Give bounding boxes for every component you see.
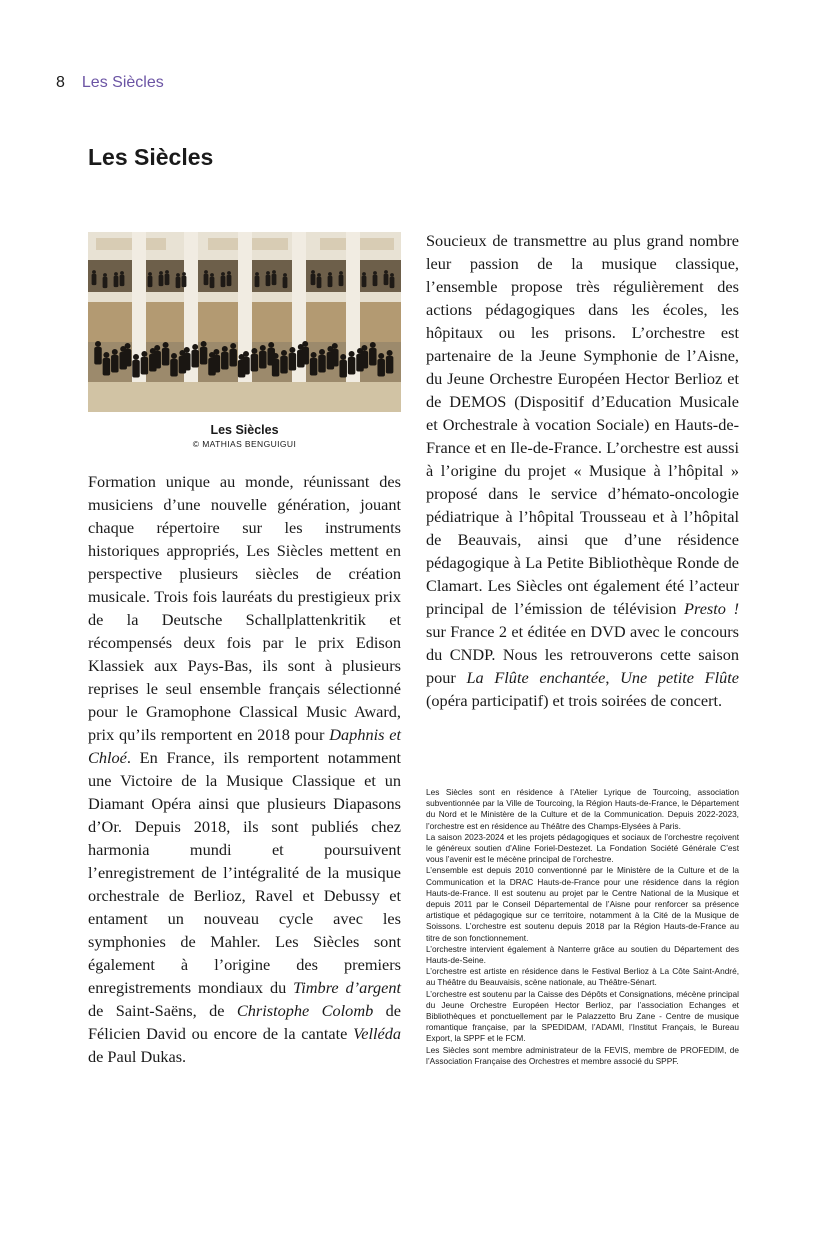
orchestra-photo <box>88 232 401 412</box>
show-title: Presto ! <box>684 599 739 618</box>
photo-caption <box>88 422 401 451</box>
text-run: sur France 2 et éditée en DVD avec le concours du CNDP. Nous les retrouverons cette saison pour <box>426 622 739 687</box>
support-notes <box>426 787 739 1067</box>
work-title: Daphnis et Chloé <box>88 725 402 767</box>
page-number: 8 <box>56 74 65 91</box>
text-run: de Félicien David ou encore de la cantate <box>88 1001 402 1043</box>
work-title: La Flûte enchantée <box>466 668 606 687</box>
text-run: (opéra participatif) et trois soirées de concert. <box>426 691 723 710</box>
left-paragraph <box>88 470 401 1068</box>
caption-credit: © MATHIAS BENGUIGUI <box>192 439 297 449</box>
note: La saison 2023-2024 et les projets pédagogiques et sociaux de l’orchestre reçoivent le généreux soutien d’Aline Foriel-Destezet. La Fondation Société Générale C’est vous l’avenir est le mécène principal de l’orchestre. <box>426 831 739 865</box>
note: Les Siècles sont membre administrateur de la FEVIS, membre de PROFEDIM, de l’Association Française des Orchestres et membre associé du SPPF. <box>426 1044 739 1066</box>
work-title: Velléda <box>353 1024 401 1043</box>
work-title: Timbre d’argent <box>293 978 402 997</box>
note: L’orchestre est soutenu par la Caisse des Dépôts et Consignations, mécène principal du Jeune Orchestre Européen Hector Berlioz, par l’association Echanges et Bibliothèques et ponctuellement par le Palazzetto Bru Zane - Centre de musique romantique française, par la SPEDIDAM, l’ADAMI, l’Institut Français, le Bureau Export, la SPPF et le FCM. <box>426 988 739 1044</box>
note: L’ensemble est depuis 2010 conventionné par le Ministère de la Culture et de la Communication et la DRAC Hauts-de-France pour une résidence dans la région Hauts-de-France. Il est soutenu au projet par le Centre National de la Musique et depuis 2011 par le Conseil Départemental de l’Aisne pour renforcer sa présence artistique et pédagogique sur ce territoire, notamment à la Cité de la Musique de Soissons. L’orchestre est soutenu depuis 2018 par la Région Hauts-de-France au titre de son fonctionnement. <box>426 865 739 943</box>
note: L’orchestre intervient également à Nanterre grâce au soutien du Département des Hauts-de-Seine. <box>426 943 739 966</box>
running-title: Les Siècles <box>81 74 164 91</box>
text-run: de Paul Dukas. <box>88 1047 187 1066</box>
note: Les Siècles sont en résidence à l’Atelier Lyrique de Tourcoing, association subventionnée par la Ville de Tourcoing, la Région Hauts-de-France, le Département du Nord et le Ministère de la Culture et de la Communication. Depuis 2022-2023, l’orchestre est en résidence au Théâtre des Champs-Elysées à Paris. <box>426 787 739 831</box>
text-run: Formation unique au monde, réunissant des musiciens d’une nouvelle génération, jouant chaque répertoire sur les instruments historiques appropriés, Les Siècles mettent en perspective plusieurs siècles de création musicale. Trois fois lauréats du prestigieux prix de la Deutsche Schallplattenkritik et récompensés deux fois par le prix Edison Klassiek aux Pays-Bas, ils sont à plusieurs reprises le seul ensemble français sélectionné pour le Gramophone Classical Music Award, prix qu’ils remportent en 2018 pour <box>88 472 401 744</box>
left-column <box>88 470 401 1068</box>
text-run: . En France, ils remportent notamment une Victoire de la Musique Classique et un Diamant Opéra ainsi que plusieurs Diapasons d’Or. Depuis 2018, ils sont publiés chez harmonia mundi et poursuivent l’enregistrement de l’intégralité de la musique orchestrale de Berlioz, Ravel et Debussy et entament un nouveau cycle avec les symphonies de Mahler. Les Siècles sont également à l’origine des premiers enregistrements mondiaux du <box>88 748 401 997</box>
right-column <box>426 229 739 712</box>
right-paragraph <box>426 229 739 712</box>
page-title: Les Siècles <box>88 144 214 170</box>
work-title: Une petite Flûte <box>620 668 740 687</box>
note: L’orchestre est artiste en résidence dans le Festival Berlioz à La Côte Saint-André, au Théâtre du Beauvaisis, scène nationale, au Théâtre-Sénart. <box>426 966 739 988</box>
text-run: Soucieux de transmettre au plus grand nombre leur passion de la musique classique, l’ensemble propose très régulièrement des actions pédagogiques dans les écoles, les hôpitaux ou les prisons. L’orchestre est partenaire de la Jeune Symphonie de l’Aisne, du Jeune Orchestre Européen Hector Berlioz et de DEMOS (Dispositif d’Education Musicale et Orchestrale à vocation Sociale) en Hauts-de-France et en Ile-de-France. L’orchestre est aussi à l’origine du projet « Musique à l’hôpital » proposé dans le service d’hémato-oncologie pédiatrique à l’hôpital Trousseau et à l’hôpital de Beauvais, ainsi que d’une résidence pédagogique à La Petite Bibliothèque Ronde de Clamart. Les Siècles ont également été l’acteur principal de l’émission de télévision <box>426 231 739 618</box>
work-title: Christophe Colomb <box>236 1001 374 1020</box>
text-run: , <box>605 668 621 687</box>
page-header <box>56 71 164 95</box>
text-run: de Saint-Saëns, de <box>88 1001 237 1020</box>
caption-title: Les Siècles <box>210 423 279 437</box>
